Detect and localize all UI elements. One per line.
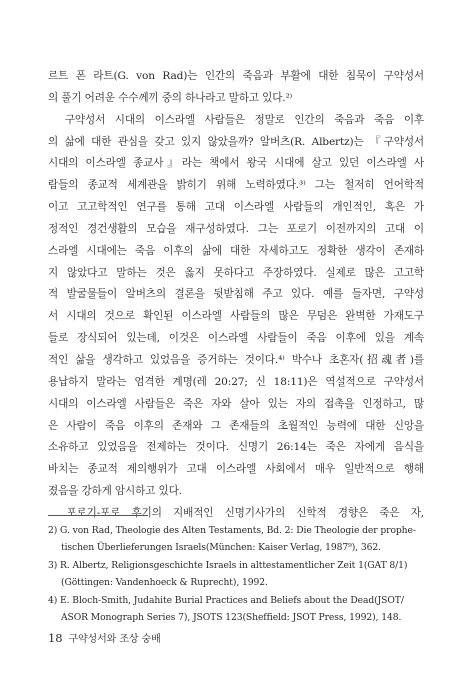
text-line: 시대의 이스라엘 종교사』라는 책에서 왕국 시대에 살고 있던 이스라엘 사 bbox=[48, 157, 424, 170]
text-line: 의 삶에 대한 관심을 갖고 있지 않았을까? 알버츠(R. Albertz)는 『구약성서 bbox=[48, 135, 424, 148]
text-line: 르트 폰 라트(G. von Rad)는 인간의 죽음과 부활에 대한 침묵이 구약성서 bbox=[48, 70, 424, 82]
text-line: 용납하지 말라는 엄격한 계명(레 20:27; 신 18:11)은 역설적으로 구약성서 bbox=[48, 375, 424, 388]
text-line: 적 발굴물들이 알버츠의 결론을 뒷받침해 주고 있다. 예를 들자면, 구약성 bbox=[48, 288, 424, 301]
footnotes bbox=[48, 522, 426, 626]
text-line: 구약성서 시대의 이스라엘 사람들은 정말로 인간의 죽음과 죽음 이후 bbox=[48, 113, 424, 126]
text-line: 들로 장식되어 있는데, 이것은 이스라엘 사람들이 죽음 이후에 있을 계속 bbox=[48, 332, 424, 345]
footnote-line: 2) G. von Rad, Theologie des Alten Testaments, Bd. 2: Die Theologie der prophe- bbox=[48, 525, 416, 536]
text-line: 지 않았다고 말하는 것은 옳지 못하다고 주장하였다. 실제로 많은 고고학 bbox=[48, 266, 424, 279]
footnote-line: 3) R. Albertz, Religionsgeschichte Israels in alttestamentlicher Zeit 1(GAT 8/1) bbox=[48, 559, 408, 571]
text-line: 이고 고고학적인 연구를 통해 고대 이스라엘 사람들의 개인적인, 혹은 가 bbox=[48, 201, 424, 214]
text-line: 졌음을 강하게 암시하고 있다. bbox=[48, 485, 182, 498]
text-line: 시대의 이스라엘 사람들은 죽은 자와 살아 있는 자의 접촉을 인정하고, 많 bbox=[48, 397, 424, 410]
running-title: 구약성서와 조상 숭배 bbox=[68, 634, 161, 645]
text-line: 바치는 종교적 제의행위가 고대 이스라엘 사회에서 매우 일반적으로 행해 bbox=[48, 463, 424, 476]
footnote-line: ASOR Monograph Series 7), JSOTS 123(Sheffield: JSOT Press, 1992), 148. bbox=[61, 612, 402, 624]
footnote-line: (Göttingen: Vandenhoeck & Ruprecht), 1992. bbox=[61, 577, 268, 589]
body-text bbox=[48, 66, 424, 525]
page-footer bbox=[48, 630, 161, 645]
footnote-divider bbox=[48, 515, 148, 516]
text-line: 포로기-포로 후기의 지배적인 신명기사가의 신학적 경향은 죽은 자, bbox=[48, 506, 424, 519]
text-line: 람들의 종교적 세계관을 밝히기 위해 노력하였다.³⁾ 그는 철저히 언어학적 bbox=[48, 179, 424, 192]
text-line: 스라엘 시대에는 죽음 이후의 삶에 대한 자세하고도 정확한 생각이 존재하 bbox=[48, 244, 424, 257]
footnote-line: 4) E. Bloch-Smith, Judahite Burial Practices and Beliefs about the Dead(JSOT/ bbox=[48, 594, 404, 606]
text-line: 소유하고 있었음을 전제하는 것이다. 신명기 26:14는 죽은 자에게 음식을 bbox=[48, 441, 424, 454]
text-line: 서 시대의 것으로 확인된 이스라엘 사람들의 많은 무덤은 완벽한 가재도구 bbox=[48, 310, 424, 323]
text-line: 정적인 경건생활의 모습을 재구성하였다. 그는 포로기 이전까지의 고대 이 bbox=[48, 222, 424, 235]
footnote-line: tischen Überlieferungen Israels(München: Kaiser Verlag, 1987⁹), 362. bbox=[61, 542, 381, 554]
text-line: 의 풀기 어려운 수수께끼 중의 하나라고 말하고 있다.²⁾ bbox=[48, 91, 293, 104]
text-line: 적인 삶을 생각하고 있었음을 증거하는 것이다.⁴⁾ 박수나 초혼자(招魂者)를 bbox=[48, 353, 424, 366]
text-line: 은 사람이 죽음 이후의 존재와 그 존재들의 초월적인 능력에 대한 신앙을 bbox=[48, 419, 424, 432]
page-number: 18 bbox=[48, 631, 63, 645]
